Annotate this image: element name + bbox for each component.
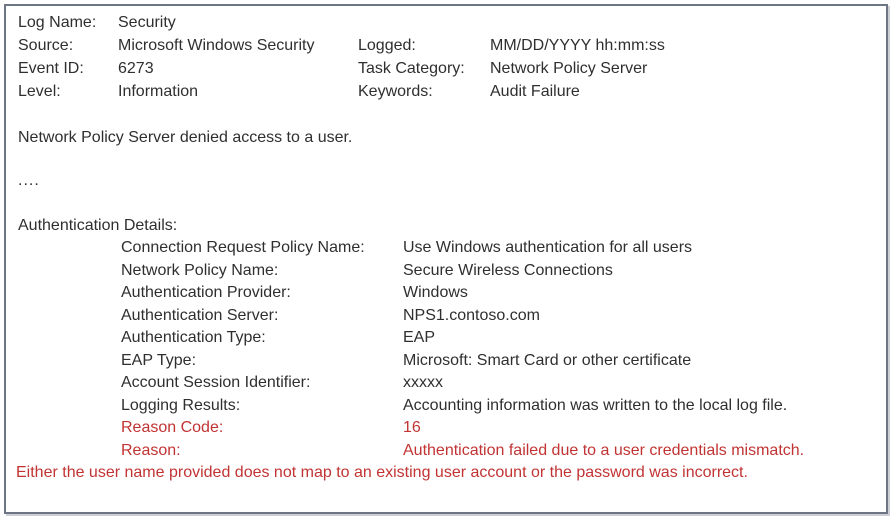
- event-header: [18, 11, 880, 103]
- authentication-type-value: EAP: [403, 329, 436, 346]
- header-row-level: [18, 80, 880, 103]
- level-label: Level:: [18, 83, 61, 100]
- detail-row-account-session-identifier: [121, 372, 880, 395]
- logging-results-value: Accounting information was written to the local log file.: [403, 396, 788, 414]
- connection-request-policy-name-label: Connection Request Policy Name:: [121, 239, 365, 256]
- log-name-value: Security: [118, 14, 176, 31]
- detail-row-logging-results: [121, 395, 880, 418]
- detail-row-authentication-provider: [121, 282, 880, 305]
- account-session-identifier-value: xxxxx: [403, 374, 443, 391]
- logged-label: Logged:: [358, 37, 416, 54]
- detail-row-connection-request-policy-name: [121, 237, 880, 260]
- detail-row-reason-code: [121, 417, 880, 440]
- event-details-box: [4, 4, 888, 514]
- network-policy-name-label: Network Policy Name:: [121, 261, 279, 279]
- header-row-log-name: [18, 11, 880, 34]
- level-value: Information: [118, 83, 199, 100]
- event-id-label: Event ID:: [18, 60, 84, 77]
- detail-row-authentication-type: [121, 327, 880, 350]
- task-category-label: Task Category:: [358, 60, 465, 77]
- log-name-label: Log Name:: [18, 14, 97, 31]
- source-label: Source:: [18, 37, 74, 54]
- eap-type-value: Microsoft: Smart Card or other certificate: [403, 351, 692, 369]
- connection-request-policy-name-value: Use Windows authentication for all users: [403, 239, 693, 256]
- logging-results-label: Logging Results:: [121, 396, 241, 414]
- source-value: Microsoft Windows Security: [118, 37, 315, 54]
- event-id-value: 6273: [118, 60, 154, 77]
- reason-code-label: Reason Code:: [121, 419, 224, 436]
- reason-code-value: 16: [403, 419, 421, 436]
- detail-row-network-policy-name: [121, 260, 880, 283]
- header-row-source: [18, 34, 880, 57]
- authentication-provider-label: Authentication Provider:: [121, 284, 291, 301]
- account-session-identifier-label: Account Session Identifier:: [121, 374, 311, 391]
- task-category-value: Network Policy Server: [490, 60, 648, 77]
- authentication-details-list: [121, 237, 880, 462]
- logged-value: MM/DD/YYYY hh:mm:ss: [490, 37, 665, 54]
- detail-row-reason: [121, 440, 880, 463]
- ellipsis-text: ....: [18, 172, 40, 189]
- keywords-value: Audit Failure: [490, 83, 580, 100]
- header-row-event-id: [18, 57, 880, 80]
- keywords-label: Keywords:: [358, 83, 433, 100]
- reason-value: Authentication failed due to a user credentials mismatch.: [403, 441, 805, 459]
- detail-row-eap-type: [121, 350, 880, 373]
- authentication-server-label: Authentication Server:: [121, 306, 279, 324]
- authentication-provider-value: Windows: [403, 284, 468, 301]
- authentication-details-heading: Authentication Details:: [18, 217, 178, 234]
- network-policy-name-value: Secure Wireless Connections: [403, 261, 613, 279]
- header-spacer: [490, 11, 880, 34]
- event-message: Network Policy Server denied access to a user.: [18, 129, 353, 146]
- reason-label: Reason:: [121, 441, 181, 459]
- eap-type-label: EAP Type:: [121, 351, 197, 369]
- reason-explanation-text: Either the user name provided does not map to an existing user account or the password was incorrect.: [16, 464, 748, 481]
- header-spacer: [358, 11, 490, 34]
- authentication-server-value: NPS1.contoso.com: [403, 306, 540, 324]
- detail-row-authentication-server: [121, 305, 880, 328]
- authentication-type-label: Authentication Type:: [121, 329, 266, 346]
